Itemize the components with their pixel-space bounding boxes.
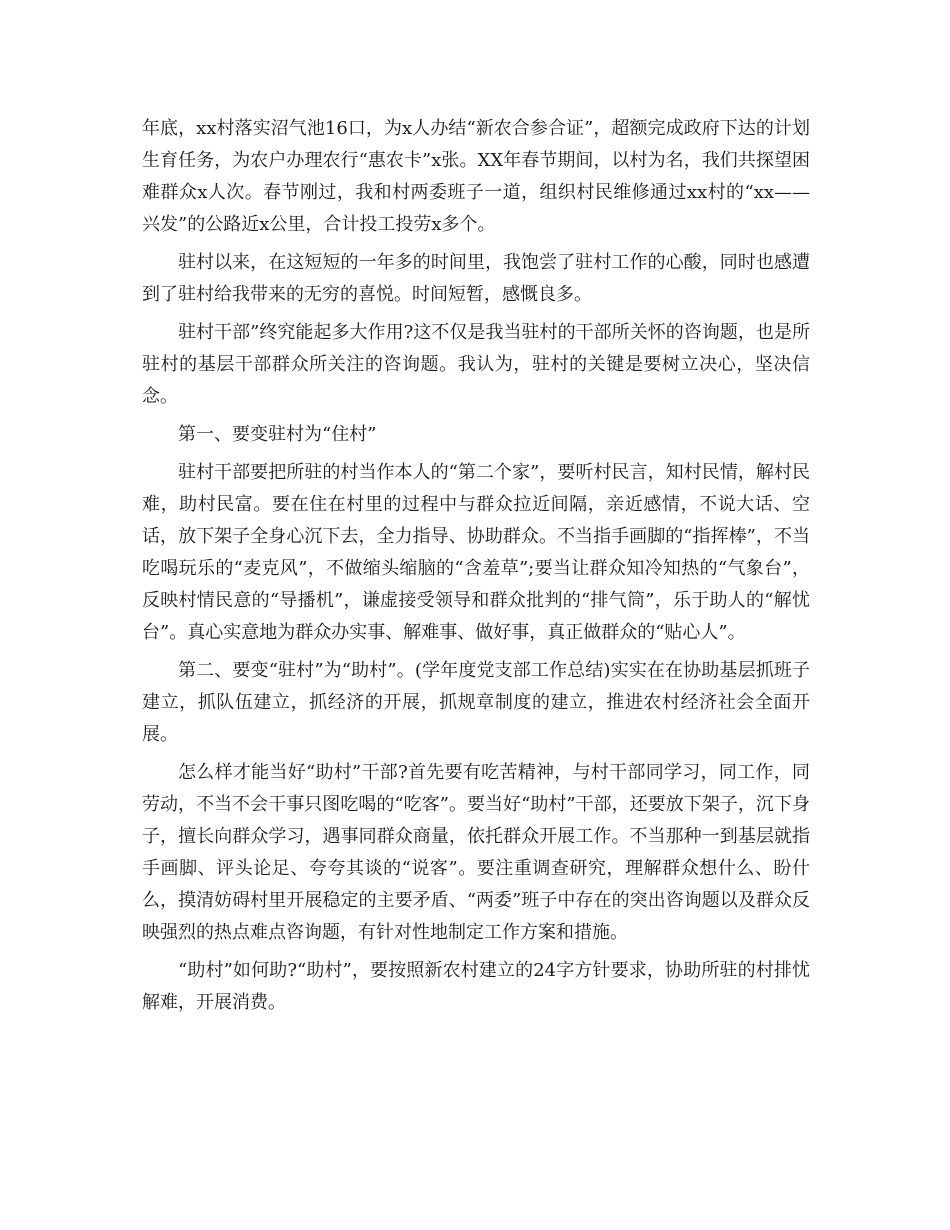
paragraph-year-end-summary: 年底，xx村落实沼气池16口，为x人办结“新农合参合证”，超额完成政府下达的计划生育任务，为农户办理农行“惠农卡”x张。XX年春节期间，以村为名，我们共探望困难群众x人次。春节刚过，我和村两委班子一道，组织村民维修通过xx村的“xx——兴发”的公路近x公里，合计投工投劳x多个。 bbox=[142, 118, 810, 235]
paragraph-help-method: “助村”如何助?“助村”，要按照新农村建立的24字方针要求，协助所驻的村排忧解难，开展消费。 bbox=[142, 960, 810, 1013]
document-body bbox=[142, 113, 810, 1025]
paragraph-role-question: 驻村干部”终究能起多大作用?这不仅是我当驻村的干部所关怀的咨询题，也是所驻村的基层干部群众所关注的咨询题。我认为，驻村的关键是要树立决心，坚决信念。 bbox=[142, 322, 810, 407]
paragraph-live-in-village: 驻村干部要把所驻的村当作本人的“第二个家”，要听村民言，知村民情，解村民难，助村民富。要在住在村里的过程中与群众拉近间隔，亲近感情，不说大话、空话，放下架子全身心沉下去，全力指导、协助群众。不当指手画脚的“指挥棒”，不当吃喝玩乐的“麦克风”，不做缩头缩脑的“含羞草”;要当让群众知冷知热的“气象台”，反映村情民意的“导播机”，谦虚接受领导和群众批判的“排气筒”，乐于助人的“解忧台”。真心实意地为群众办实事、解难事、做好事，真正做群众的“贴心人”。 bbox=[142, 462, 810, 643]
section-heading-first: 第一、要变驻村为“住村” bbox=[178, 424, 377, 445]
paragraph-how-to-help: 怎么样才能当好“助村”干部?首先要有吃苦精神，与村干部同学习，同工作，同劳动，不当不会干事只图吃喝的“吃客”。要当好“助村”干部，还要放下架子，沉下身子，擅长向群众学习，遇事同群众商量，依托群众开展工作。不当那种一到基层就指手画脚、评头论足、夸夸其谈的“说客”。要注重调查研究，理解群众想什么、盼什么，摸清妨碍村里开展稳定的主要矛盾、“两委”班子中存在的突出咨询题以及群众反映强烈的热点难点咨询题，有针对性地制定工作方案和措施。 bbox=[142, 762, 810, 943]
paragraph-since-stationed: 驻村以来，在这短短的一年多的时间里，我饱尝了驻村工作的心酸，同时也感遭到了驻村给我带来的无穷的喜悦。时间短暂，感慨良多。 bbox=[142, 252, 810, 305]
paragraph-second-help-village: 第二、要变“驻村”为“助村”。(学年度党支部工作总结)实实在在协助基层抓班子建立，抓队伍建立，抓经济的开展，抓规章制度的建立，推进农村经济社会全面开展。 bbox=[142, 660, 810, 745]
